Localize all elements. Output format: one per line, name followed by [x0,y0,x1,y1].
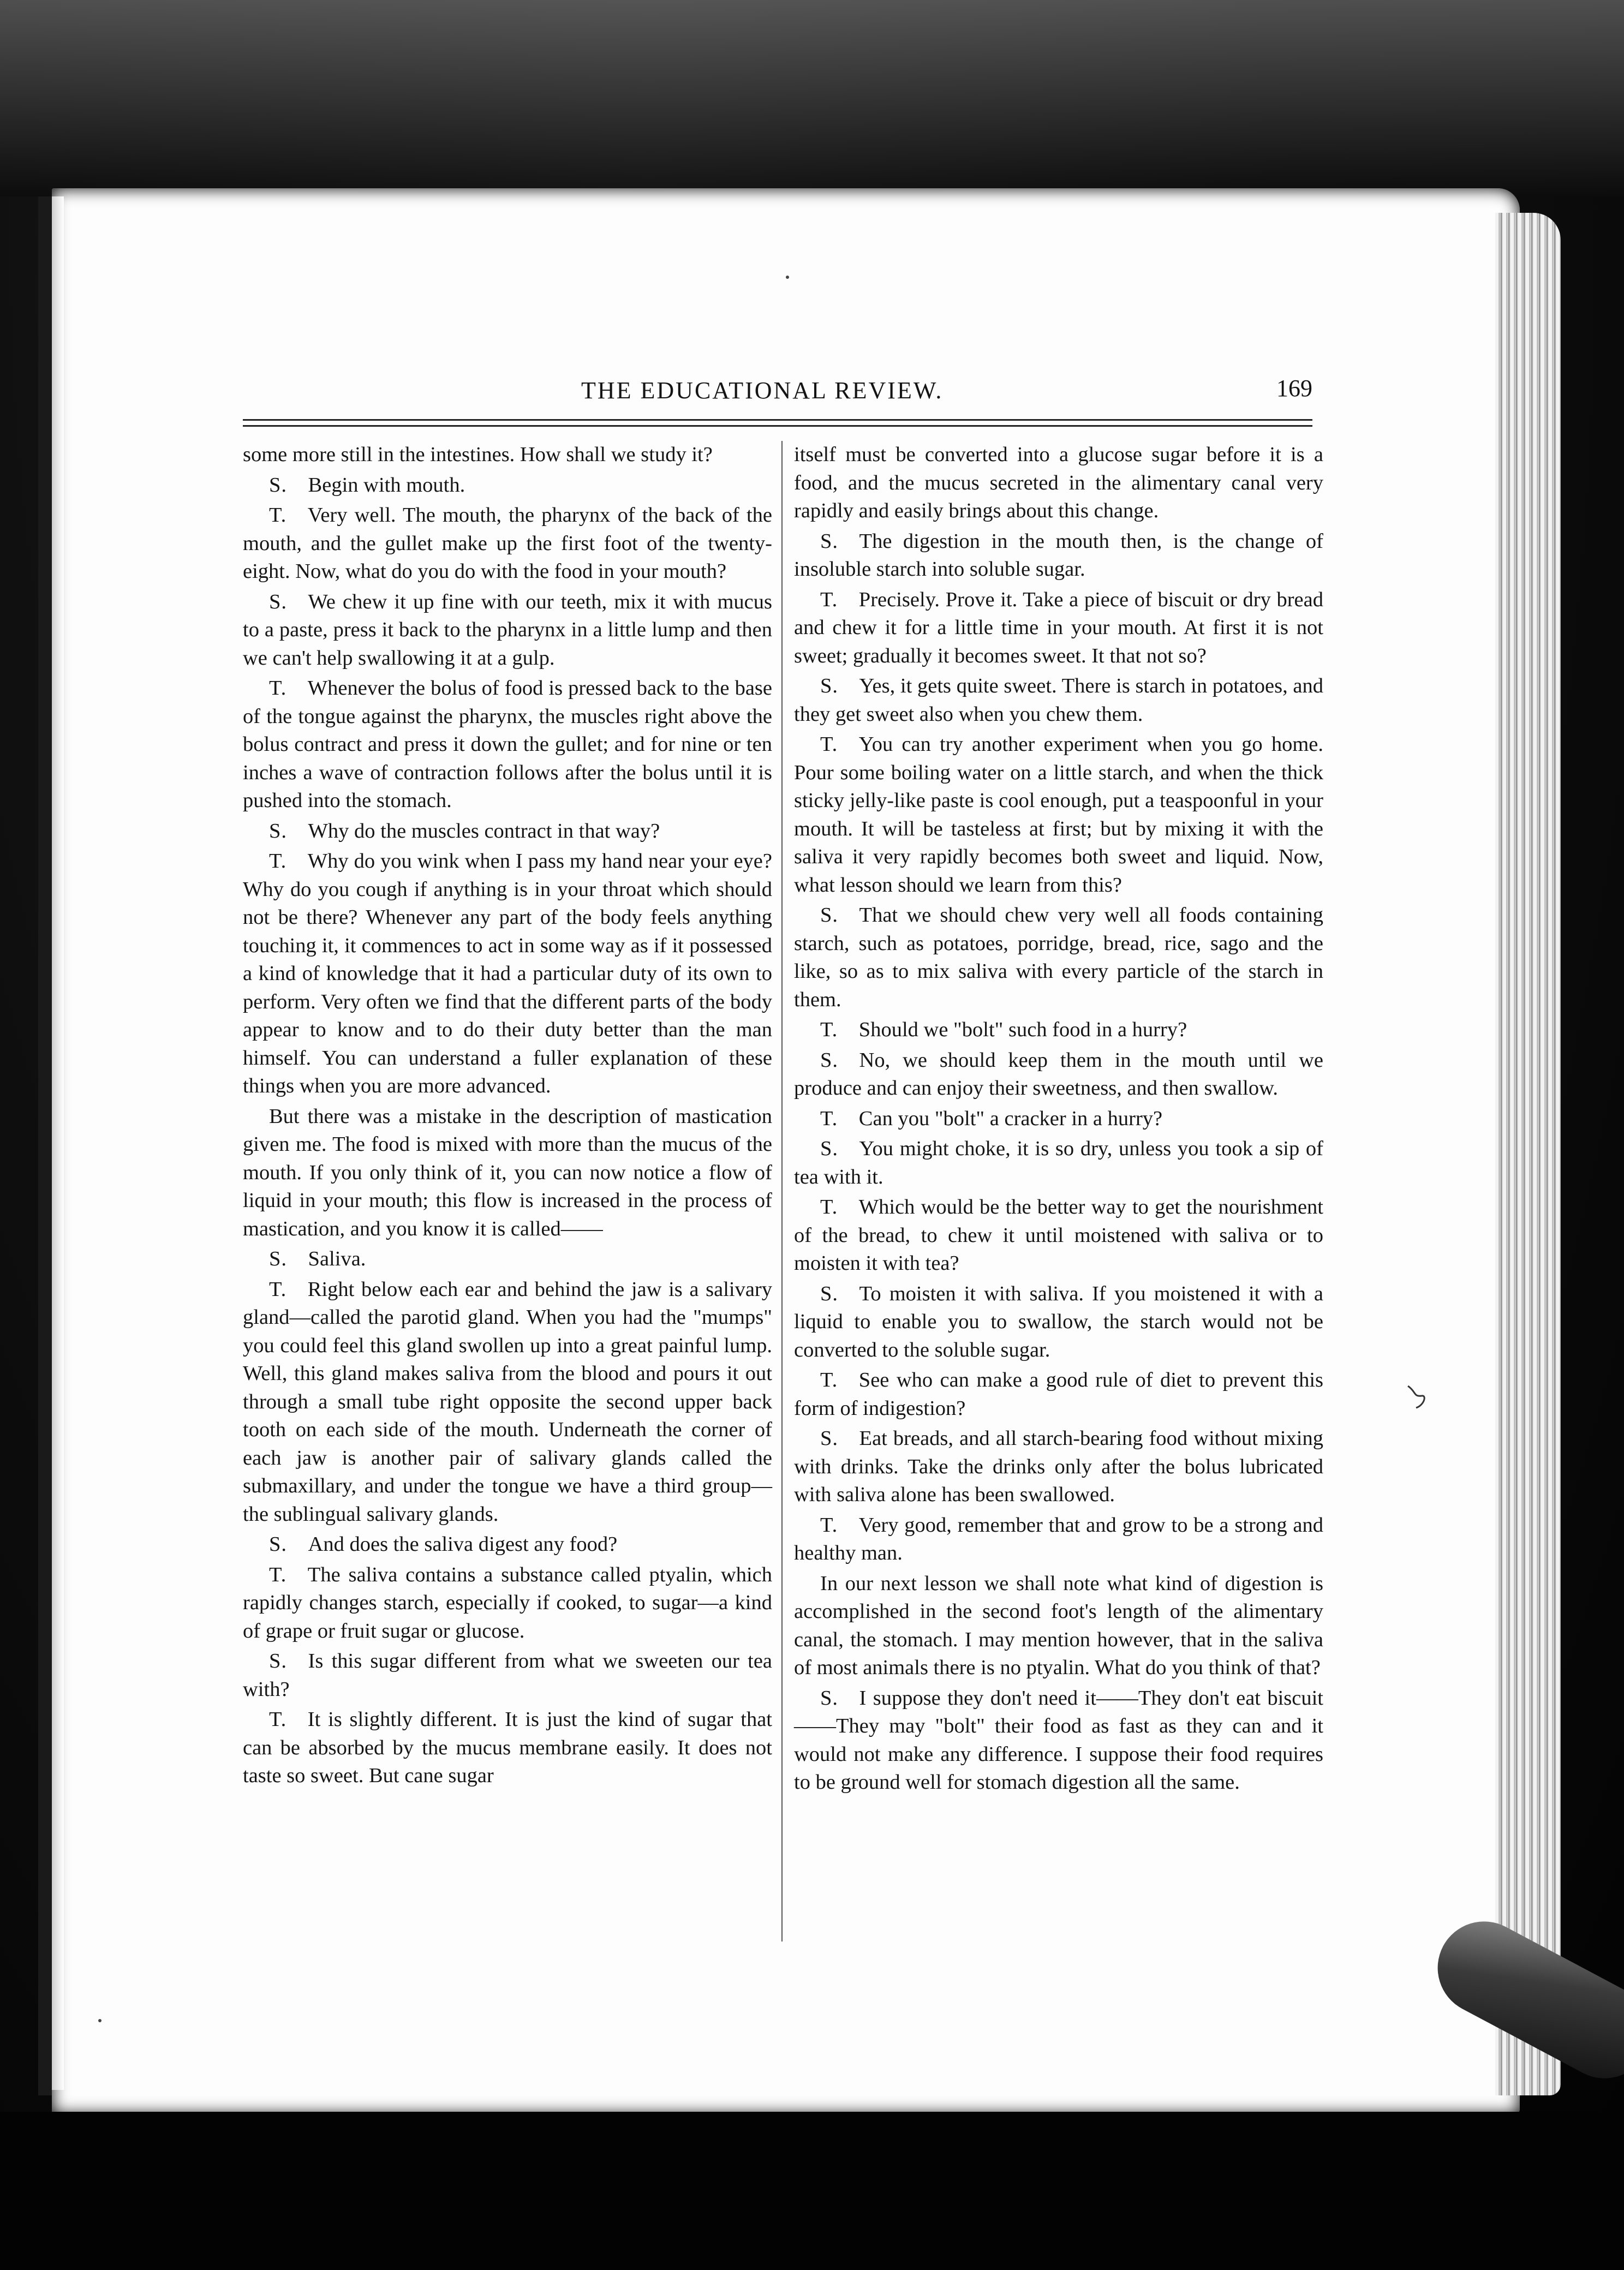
paragraph-text: itself must be converted into a glucose sugar before it is a food, and the mucus secreted in the alimentary canal very rapidly and easily brings about this change. [794,443,1323,522]
speaker-label: T. [820,1018,838,1041]
dialogue-paragraph [243,1276,772,1529]
speaker-label: S. [820,674,839,697]
paragraph-text: Yes, it gets quite sweet. There is starch in potatoes, and they get sweet also when you chew them. [794,674,1323,726]
dialogue-paragraph [243,1531,772,1559]
paragraph-text: You can try another experiment when you go home. Pour some boiling water on a little starch, and when the thick sticky jelly-like paste is cool enough, put a teaspoonful in your mouth. It will be tasteless at first; but by mixing it with the saliva it very rapidly becomes both sweet and liquid. Now, what lesson should we learn from this? [794,733,1323,897]
dark-background-bottom [0,2112,1624,2270]
dialogue-paragraph [794,586,1323,671]
stacked-page-edges [1495,213,1561,2095]
dialogue-paragraph [243,471,772,500]
right-text-column [794,441,1323,1797]
scan-speck [98,2019,101,2022]
dialogue-paragraph [243,1561,772,1646]
speaker-label: T. [820,1513,838,1537]
paragraph-text: Why do the muscles contract in that way? [308,819,660,843]
speaker-label: T. [269,1277,287,1301]
dialogue-paragraph [794,1570,1323,1682]
dialogue-paragraph [794,1016,1323,1044]
speaker-label: T. [269,677,287,700]
paragraph-text: Right below each ear and behind the jaw is a salivary gland—called the parotid gland. When you had the "mumps" you could feel this gland swollen up into a great painful lump. Well, this gland makes saliva from the blood and pours it out through a small tube right opposite the second upper back tooth on each side of the mouth. Underneath the corner of each jaw is another pair of salivary glands called the submaxillary, and under the tongue we have a third group—the sublingual salivary glands. [243,1277,772,1526]
dialogue-paragraph [243,1706,772,1790]
paragraph-text: No, we should keep them in the mouth until we produce and can enjoy their sweetness, and then swallow. [794,1048,1323,1100]
speaker-label: T. [820,1107,838,1130]
speaker-label: T. [820,1369,838,1391]
speaker-label: S. [269,1650,288,1672]
dialogue-paragraph [243,1103,772,1244]
speaker-label: S. [820,1282,839,1305]
dialogue-paragraph [794,1684,1323,1797]
paragraph-text: The saliva contains a substance called ptyalin, which rapidly changes starch, especially if cooked, to sugar—a kind of grape or fruit sugar or glucose. [243,1563,772,1642]
paragraph-text: Precisely. Prove it. Take a piece of biscuit or dry bread and chew it for a little time in your mouth. At first it is not sweet; gradually it becomes sweet. It that not so? [794,588,1323,667]
paragraph-text: Which would be the better way to get the nourishment of the bread, to chew it until moistened with saliva or to moisten it with tea? [794,1196,1323,1275]
column-divider [781,441,783,1942]
page-left-edge [52,196,64,2090]
paragraph-text: It is slightly different. It is just the kind of sugar that can be absorbed by the mucus membrane easily. It does not taste so sweet. But cane sugar [243,1708,772,1787]
paragraph-text: Is this sugar different from what we sweeten our tea with? [243,1650,772,1701]
scan-speck [786,276,789,279]
dialogue-paragraph [794,1135,1323,1191]
paragraph-text: Saliva. [308,1247,366,1270]
dialogue-paragraph [794,1366,1323,1423]
dialogue-paragraph [243,847,772,1101]
paragraph-text: Whenever the bolus of food is pressed back to the base of the tongue against the pharynx, the muscles right above the bolus contract and press it down the gullet; and for nine or ten inches a wave of contraction follows after the bolus until it is pushed into the stomach. [243,677,772,812]
paragraph-text: But there was a mistake in the description of mastication given me. The food is mixed with more than the mucus of the mouth. If you only think of it, you can now notice a flow of liquid in your mouth; this flow is increased in the process of mastication, and you know it is called—— [243,1104,772,1240]
paragraph-text: The digestion in the mouth then, is the change of insoluble starch into soluble sugar. [794,529,1323,581]
paragraph-text: Begin with mouth. [308,473,465,497]
dialogue-paragraph [243,674,772,815]
speaker-label: S. [269,1247,288,1270]
dialogue-paragraph [794,1105,1323,1133]
speaker-label: S. [820,1137,839,1160]
speaker-label: S. [820,1048,839,1072]
running-title: THE EDUCATIONAL REVIEW. [581,377,944,404]
speaker-label: T. [269,1708,287,1731]
speaker-label: T. [820,588,838,611]
paragraph-text: I suppose they don't need it——They don't eat biscuit——They may "bolt" their food as fast as they can and it would not make any difference. I suppose their food requires to be ground well for stomach digestion all the same. [794,1686,1323,1794]
speaker-label: S. [820,529,839,553]
dialogue-paragraph [794,528,1323,584]
dialogue-paragraph [794,1047,1323,1103]
speaker-label: T. [820,733,838,756]
speaker-label: S. [820,1686,839,1710]
paragraph-text: Eat breads, and all starch-bearing food without mixing with drinks. Take the drinks only after the bolus lubricated with saliva alone has been swallowed. [794,1427,1323,1506]
dialogue-paragraph [794,901,1323,1014]
paragraph-text: See who can make a good rule of diet to prevent this form of indigestion? [794,1369,1323,1420]
paragraph-text: some more still in the intestines. How shall we study it? [243,443,713,466]
dialogue-paragraph [794,1280,1323,1365]
paragraph-text: Why do you wink when I pass my hand near your eye? Why do you cough if anything is in your throat which should not be there? Whenever any part of the body feels anything touching it, it commences to act in some way as if it possessed a kind of knowledge that it had a particular duty of its own to perform. Very often we find that the different parts of the body appear to know and to do their duty better than the man himself. You can understand a fuller explanation of these things when you are more advanced. [243,850,772,1097]
page-number: 169 [1276,375,1312,402]
speaker-label: T. [269,1563,287,1586]
left-text-column [243,441,772,1790]
paragraph-text: And does the saliva digest any food? [308,1533,618,1556]
dark-background-top [0,0,1624,196]
margin-pencil-mark-icon [1402,1381,1435,1413]
paragraph-text: Should we "bolt" such food in a hurry? [858,1018,1187,1041]
dialogue-paragraph [794,672,1323,728]
paragraph-text: We chew it up fine with our teeth, mix it with mucus to a paste, press it back to the pharynx in a little lump and then we can't help swallowing it at a gulp. [243,590,772,670]
paragraph-text: Very good, remember that and grow to be a strong and healthy man. [794,1513,1323,1564]
dialogue-paragraph [243,441,772,469]
speaker-label: S. [269,819,288,843]
dialogue-paragraph [243,588,772,673]
paragraph-text: In our next lesson we shall note what kind of digestion is accomplished in the second foot's length of the alimentary canal, the stomach. I may mention however, that in the saliva of most animals there is no ptyalin. What do you think of that? [794,1572,1323,1679]
speaker-label: T. [269,504,287,527]
speaker-label: S. [269,473,288,497]
paragraph-text: Can you "bolt" a cracker in a hurry? [858,1107,1163,1130]
dialogue-paragraph [794,1425,1323,1509]
speaker-label: S. [820,1427,839,1450]
speaker-label: S. [269,590,288,613]
dialogue-paragraph [794,731,1323,899]
paragraph-text: That we should chew very well all foods containing starch, such as potatoes, porridge, bread, rice, sago and the like, so as to mix saliva with every particle of the starch in them. [794,904,1323,1011]
speaker-label: S. [269,1533,288,1556]
dialogue-paragraph [794,1193,1323,1278]
header-double-rule [243,419,1312,427]
dialogue-paragraph [243,1245,772,1274]
dialogue-paragraph [243,501,772,586]
dialogue-paragraph [794,441,1323,525]
dialogue-paragraph [243,817,772,846]
speaker-label: T. [269,850,287,873]
speaker-label: T. [820,1196,838,1218]
speaker-label: S. [820,904,839,927]
page-header [243,367,1312,416]
dialogue-paragraph [243,1647,772,1704]
paragraph-text: To moisten it with saliva. If you moistened it with a liquid to enable you to swallow, the starch would not be converted to the soluble sugar. [794,1282,1323,1361]
dialogue-paragraph [794,1512,1323,1568]
paragraph-text: Very well. The mouth, the pharynx of the back of the mouth, and the gullet make up the first foot of the twenty-eight. Now, what do you do with the food in your mouth? [243,504,772,583]
paragraph-text: You might choke, it is so dry, unless you took a sip of tea with it. [794,1137,1323,1188]
